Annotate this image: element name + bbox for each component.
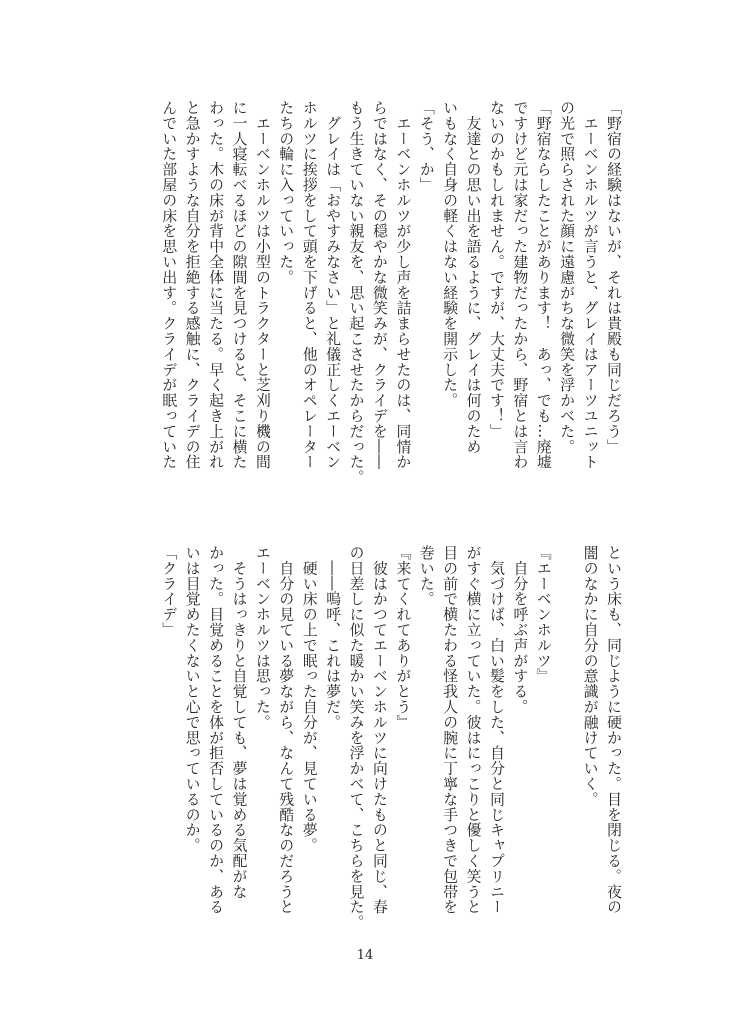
text-column-line: エーベンホルツは思った。	[253, 545, 271, 730]
text-column-line: 自分を呼ぶ声がする。	[511, 545, 529, 715]
text-column-line: と急かすような自分を拒絶する感触に、クライデの住	[183, 100, 201, 470]
text-column-line: ――嗚呼、これは夢だ。	[324, 545, 342, 730]
text-column-line: という床も、同じように硬かった。目を閉じる。夜の	[605, 545, 622, 915]
text-column-line: エーベンホルツが少し声を詰まらせたのは、同情か	[394, 100, 412, 470]
text-column-line: 「野宿ならしたことがあります！ あっ、でも…廃墟	[534, 100, 552, 470]
text-column-line: ないのかもしれません。ですが、大丈夫です！」	[487, 100, 505, 439]
text-column-line: 『エーベンホルツ』	[534, 545, 552, 684]
text-column-line: 「野宿の経験はないが、それは貴殿も同じだろう」	[605, 100, 622, 455]
text-column-line: エーベンホルツが言うと、グレイはアーツユニット	[581, 100, 599, 470]
text-column-line: グレイは「おやすみなさい」と礼儀正しくエーベン	[324, 100, 342, 470]
text-column-line: 気づけば、白い髪をした、自分と同じキャプリニー	[487, 545, 505, 915]
text-column-line: がすぐ横に立っていた。彼はにっこりと優しく笑うと	[464, 545, 482, 915]
text-column-line: ホルツに挨拶をして頭を下げると、他のオペレーター	[300, 100, 318, 470]
text-column-line: 自分の見ている夢ながら、なんて残酷なのだろうと	[277, 545, 295, 915]
text-column-line: 巻いた。	[417, 545, 435, 607]
text-column-line: 友達との思い出を語るように、グレイは何のため	[464, 100, 482, 455]
text-column-line: 「クライデ」	[160, 545, 178, 638]
text-column-line: かった。目覚めることを体が拒否しているのか、ある	[207, 545, 225, 915]
text-column-line: そうはっきりと自覚しても、夢は覚める気配がな	[230, 545, 248, 900]
upper-text-block	[157, 100, 625, 485]
text-column-line: たちの輪に入っていった。	[277, 100, 295, 285]
text-column-line: に一人寝転べるほどの隙間を見つけると、そこに横た	[230, 100, 248, 470]
text-column-line: んでいた部屋の床を思い出す。クライデが眠っていた	[160, 100, 178, 470]
lower-text-block	[157, 545, 625, 930]
text-column-line: いもなく自身の軽くはない経験を開示した。	[441, 100, 459, 408]
text-column-line: 「そう、か」	[417, 100, 435, 193]
text-column-line: ですけど元は家だった建物だったから、野宿とは言わ	[511, 100, 529, 470]
text-column-line: 『来てくれてありがとう』	[394, 545, 412, 730]
text-column-line: わった。木の床が背中全体に当たる。早く起き上がれ	[207, 100, 225, 470]
text-column-line: 彼はかつてエーベンホルツに向けたものと同じ、春	[370, 545, 388, 915]
text-column-line: 闇のなかに自分の意識が融けていく。	[581, 545, 599, 807]
text-column-line: もう生きていない親友を、思い起こさせたからだった。	[347, 100, 365, 485]
text-column-line: の日差しに似た暖かい笑みを浮かべて、こちらを見た。	[347, 545, 365, 930]
text-column-line: 目の前で横たわる怪我人の腕に丁寧な手つきで包帯を	[441, 545, 459, 915]
page-number: 14	[356, 948, 374, 963]
text-column-line: いは目覚めたくないと心で思っているのか。	[183, 545, 201, 853]
text-column-line: らではなく、その穏やかな微笑みが、クライデを――	[370, 100, 388, 470]
text-column-line: 硬い床の上で眠った自分が、見ている夢。	[300, 545, 318, 853]
text-column-line: エーベンホルツは小型のトラクターと芝刈り機の間	[253, 100, 271, 470]
text-column-line: の光で照らされた顔に遠慮がちな微笑を浮かべた。	[558, 100, 576, 455]
text-column-line	[555, 545, 578, 925]
